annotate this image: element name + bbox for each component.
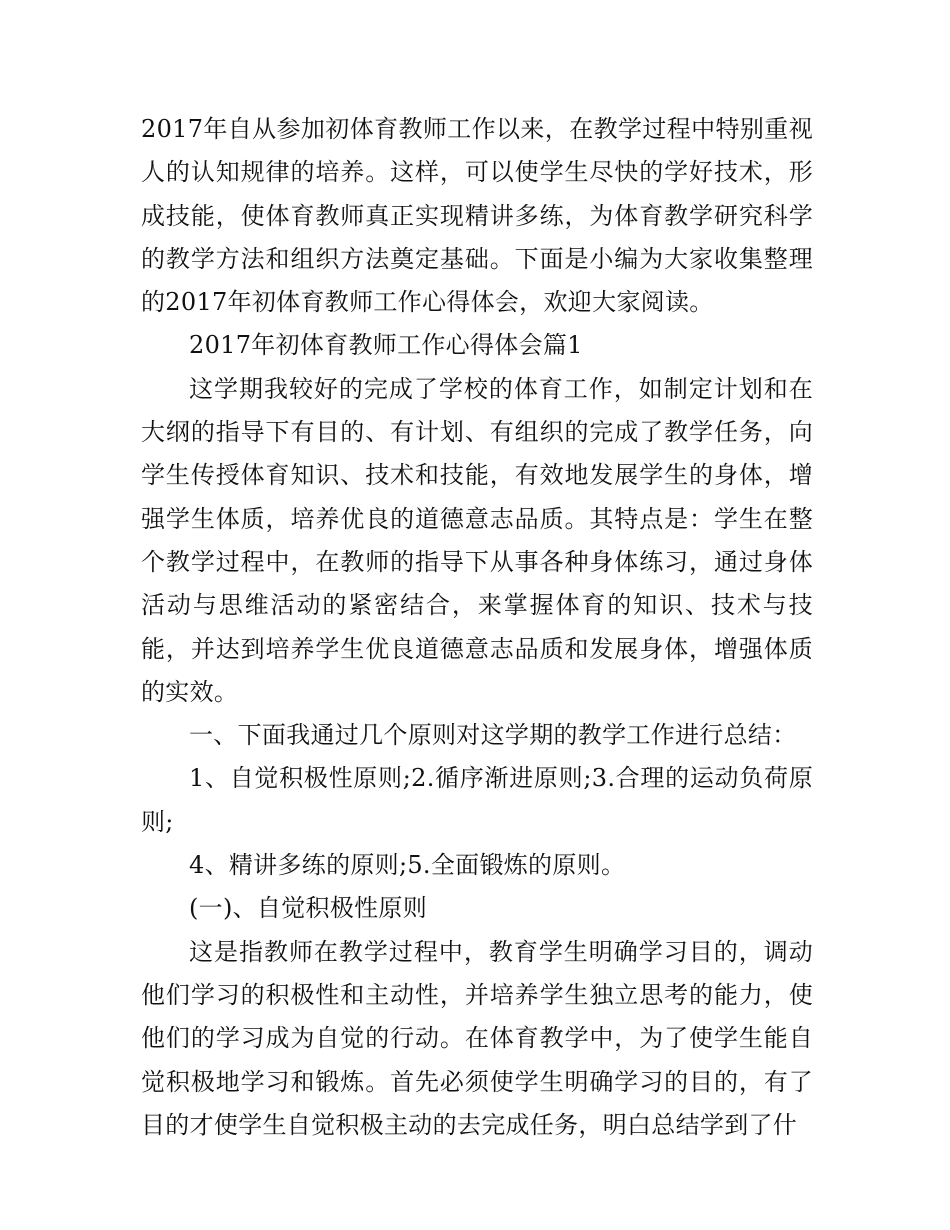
body-paragraph: 这是指教师在教学过程中，教育学生明确学习目的，调动他们学习的积极性和主动性，并培养学生独立思考的能力，使他们的学习成为自觉的行动。在体育教学中，为了使学生能自觉积极地学习和锻炼。首先必须使学生明确学习的目的，有了目的才使学生自觉积极主动的去完成任务，明白总结学到了什 (141, 937, 813, 1139)
principles-list-1: 1、自觉积极性原则;2.循序渐进原则;3.合理的运动负荷原则; (141, 764, 813, 836)
intro-paragraph: 2017年自从参加初体育教师工作以来，在教学过程中特别重视人的认知规律的培养。这样，可以使学生尽快的学好技术，形成技能，使体育教师真正实现精讲多练，为体育教学研究科学的教学方法和组织方法奠定基础。下面是小编为大家收集整理的2017年初体育教师工作心得体会，欢迎大家阅读。 (141, 115, 813, 317)
summary-heading: 一、下面我通过几个原则对这学期的教学工作进行总结： (189, 721, 797, 750)
principles-list-2: 4、精讲多练的原则;5.全面锻炼的原则。 (189, 851, 626, 880)
subsection-heading: (一)、自觉积极性原则 (189, 894, 428, 923)
body-paragraph: 这学期我较好的完成了学校的体育工作，如制定计划和在大纲的指导下有目的、有计划、有组织的完成了教学任务，向学生传授体育知识、技术和技能，有效地发展学生的身体，增强学生体质，培养优良的道德意志品质。其特点是：学生在整个教学过程中，在教师的指导下从事各种身体练习，通过身体活动与思维活动的紧密结合，来掌握体育的知识、技术与技能，并达到培养学生优良道德意志品质和发展身体，增强体质的实效。 (141, 374, 813, 706)
section-heading: 2017年初体育教师工作心得体会篇1 (189, 331, 583, 360)
document-body (141, 108, 813, 1147)
